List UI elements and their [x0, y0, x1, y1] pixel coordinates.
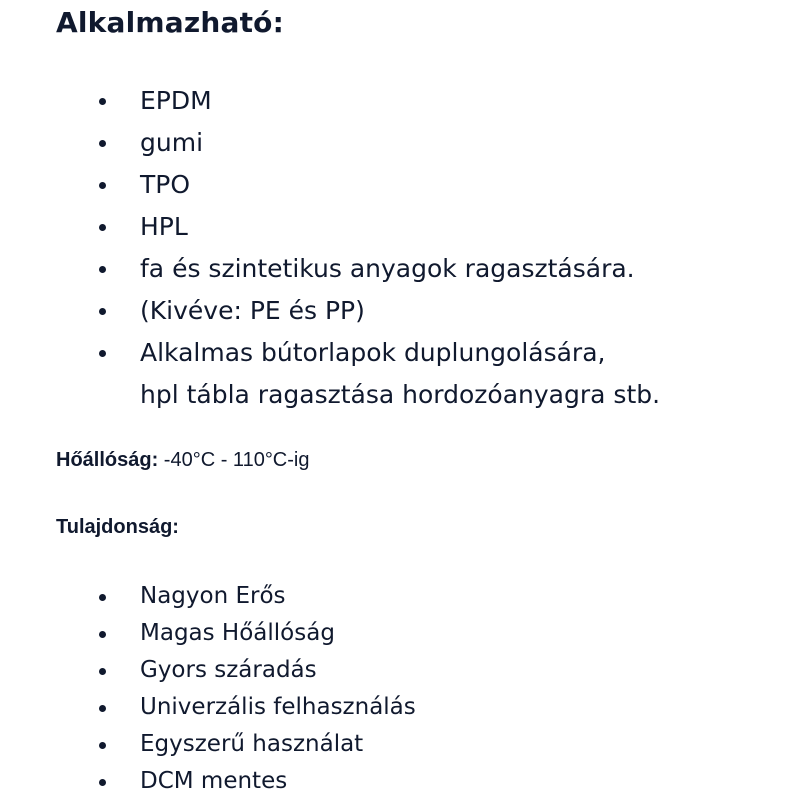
list-item [0, 80, 660, 122]
bullet-icon [99, 140, 106, 147]
list-item-label: fa és szintetikus anyagok ragasztására. [140, 254, 635, 283]
list-item-label: Egyszerű használat [140, 731, 364, 757]
bullet-icon [99, 350, 106, 357]
list-item-label: Nagyon Erős [140, 583, 286, 609]
list-item [0, 763, 416, 800]
heat-resistance [56, 446, 309, 474]
bullet-icon [99, 668, 106, 675]
properties-list [0, 578, 416, 800]
bullet-icon [99, 182, 106, 189]
list-item [0, 332, 660, 416]
bullet-icon [99, 779, 106, 786]
list-item-line-2: hpl tábla ragasztása hordozóanyagra stb. [140, 380, 661, 409]
applicable-heading: Alkalmazható: [56, 6, 284, 39]
bullet-icon [99, 705, 106, 712]
list-item [0, 164, 660, 206]
list-item [0, 290, 660, 332]
bullet-icon [99, 266, 106, 273]
list-item-label: HPL [140, 212, 188, 241]
list-item [0, 689, 416, 726]
list-item-label: DCM mentes [140, 768, 288, 794]
list-item [0, 248, 660, 290]
bullet-icon [99, 98, 106, 105]
list-item-label: gumi [140, 128, 204, 157]
heat-resistance-value: -40°C - 110°C-ig [158, 449, 310, 471]
properties-heading: Tulajdonság: [56, 516, 179, 538]
list-item [0, 726, 416, 763]
list-item-line-1: Alkalmas bútorlapok duplungolására, [140, 338, 606, 367]
list-item-label: TPO [140, 170, 191, 199]
list-item-label: EPDM [140, 86, 212, 115]
list-item-label: Univerzális felhasználás [140, 694, 416, 720]
list-item-label: Gyors száradás [140, 657, 317, 683]
list-item [0, 615, 416, 652]
list-item-label: Magas Hőállóság [140, 620, 335, 646]
bullet-icon [99, 631, 106, 638]
bullet-icon [99, 742, 106, 749]
list-item [0, 652, 416, 689]
bullet-icon [99, 594, 106, 601]
list-item [0, 206, 660, 248]
bullet-icon [99, 308, 106, 315]
list-item [0, 578, 416, 615]
applicable-list [0, 80, 660, 416]
list-item-label: (Kivéve: PE és PP) [140, 296, 365, 325]
heat-resistance-label: Hőállóság: [56, 449, 159, 471]
list-item [0, 122, 660, 164]
bullet-icon [99, 224, 106, 231]
